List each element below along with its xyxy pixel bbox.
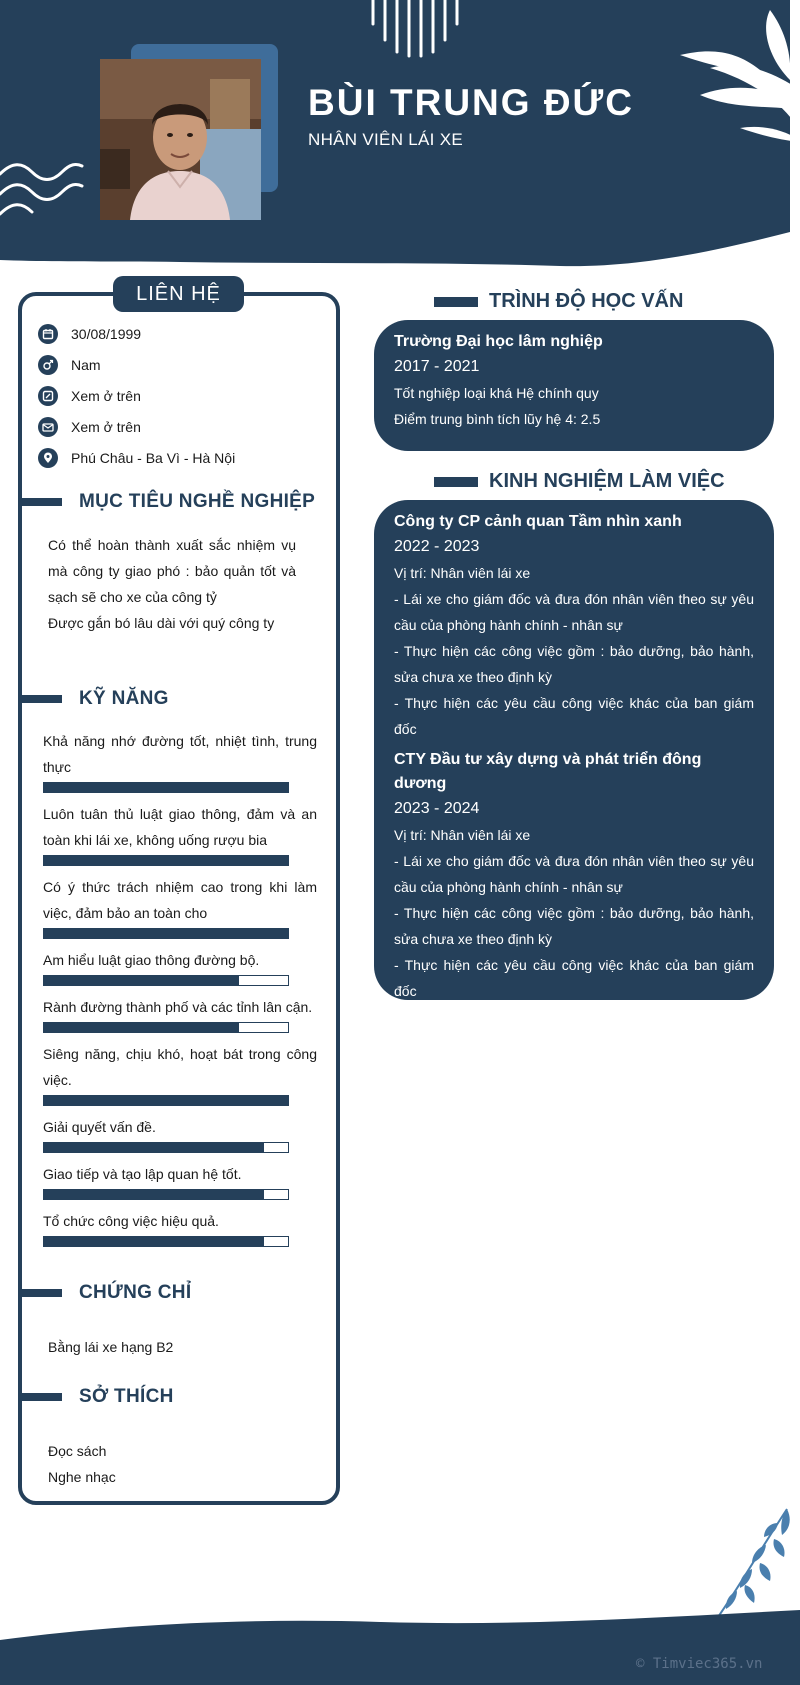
experience-detail: - Thực hiện các công việc gồm : bảo dưỡng, bảo hành, sửa chưa xe theo định kỳ bbox=[394, 905, 754, 947]
skill-bar bbox=[43, 1095, 289, 1106]
decorative-stripes bbox=[370, 0, 460, 60]
gender-text: Nam bbox=[71, 357, 101, 373]
candidate-name: BÙI TRUNG ĐỨC bbox=[308, 82, 634, 123]
education-detail: Tốt nghiệp loại khá Hệ chính quy bbox=[394, 385, 599, 401]
skill-label: Có ý thức trách nhiệm cao trong khi làm việc, đảm bảo an toàn cho bbox=[43, 879, 317, 921]
skill-bar-fill bbox=[44, 856, 288, 865]
skill-bar bbox=[43, 1236, 289, 1247]
certificate-item: Bằng lái xe hạng B2 bbox=[48, 1339, 174, 1355]
email-text: Xem ở trên bbox=[71, 419, 141, 435]
experience-heading bbox=[434, 470, 725, 493]
certificates-title: CHỨNG CHỈ bbox=[79, 1282, 192, 1303]
education-detail: Điểm trung bình tích lũy hệ 4: 2.5 bbox=[394, 411, 601, 427]
objective-heading bbox=[20, 491, 315, 513]
skill-item bbox=[43, 994, 317, 1033]
gender-icon bbox=[38, 355, 58, 375]
hobby-item: Nghe nhạc bbox=[48, 1469, 116, 1485]
experience-title: KINH NGHIỆM LÀM VIỆC bbox=[489, 470, 725, 492]
skill-label: Rành đường thành phố và các tỉnh lân cận. bbox=[43, 999, 313, 1015]
skill-label: Giải quyết vấn đề. bbox=[43, 1119, 156, 1135]
company-name: CTY Đầu tư xây dựng và phát triển đông dương bbox=[394, 751, 702, 792]
education-heading bbox=[434, 290, 683, 313]
experience-period: 2022 - 2023 bbox=[394, 538, 480, 555]
decorative-wave bbox=[0, 160, 85, 220]
location-pin-icon bbox=[38, 448, 58, 468]
avatar bbox=[100, 59, 261, 220]
skill-bar-fill bbox=[44, 783, 288, 792]
skill-label: Siêng năng, chịu khó, hoạt bát trong công việc. bbox=[43, 1046, 317, 1088]
skills-heading bbox=[20, 688, 169, 710]
education-title: TRÌNH ĐỘ HỌC VẤN bbox=[489, 290, 684, 312]
skill-item bbox=[43, 874, 317, 939]
skill-label: Tổ chức công việc hiệu quả. bbox=[43, 1213, 219, 1229]
skill-label: Khả năng nhớ đường tốt, nhiệt tình, trung thực bbox=[43, 733, 317, 775]
skill-label: Luôn tuân thủ luật giao thông, đảm và an toàn khi lái xe, không uống rượu bia bbox=[43, 806, 317, 848]
objective-title: MỤC TIÊU NGHỀ NGHIỆP bbox=[79, 491, 316, 512]
experience-detail: Vị trí: Nhân viên lái xe bbox=[394, 565, 531, 581]
education-period: 2017 - 2021 bbox=[394, 358, 480, 375]
education-entry bbox=[394, 330, 754, 432]
skill-bar-fill bbox=[44, 1237, 264, 1246]
contact-heading: LIÊN HỆ bbox=[113, 276, 244, 312]
skill-item bbox=[43, 947, 317, 986]
skill-bar bbox=[43, 1189, 289, 1200]
hobbies-heading bbox=[20, 1386, 174, 1408]
decorative-leaf-icon bbox=[640, 10, 800, 150]
skill-bar bbox=[43, 855, 289, 866]
objective-text bbox=[48, 532, 296, 636]
experience-detail: - Lái xe cho giám đốc và đưa đón nhân viên theo sự yêu cầu của phòng hành chính - nhân sự bbox=[394, 853, 754, 895]
skill-bar bbox=[43, 928, 289, 939]
heading-bar bbox=[434, 477, 478, 487]
skill-bar-fill bbox=[44, 976, 239, 985]
heading-bar bbox=[20, 1393, 62, 1401]
experience-entry bbox=[394, 748, 754, 1004]
calendar-icon bbox=[38, 324, 58, 344]
email-icon bbox=[38, 417, 58, 437]
experience-detail: Vị trí: Nhân viên lái xe bbox=[394, 827, 531, 843]
heading-bar bbox=[20, 1289, 62, 1297]
skill-item bbox=[43, 1161, 317, 1200]
job-title: NHÂN VIÊN LÁI XE bbox=[308, 130, 464, 149]
skills-title: KỸ NĂNG bbox=[79, 688, 169, 709]
phone-text: Xem ở trên bbox=[71, 388, 141, 404]
certificates-heading bbox=[20, 1282, 191, 1304]
experience-period: 2023 - 2024 bbox=[394, 800, 480, 817]
experience-detail: - Thực hiện các công việc gồm : bảo dưỡng, bảo hành, sửa chưa xe theo định kỳ bbox=[394, 643, 754, 685]
experience-detail: - Thực hiện các yêu cầu công việc khác của ban giám đốc bbox=[394, 695, 754, 737]
contact-phone bbox=[38, 385, 141, 407]
experience-detail: - Thực hiện các yêu cầu công việc khác của ban giám đốc bbox=[394, 957, 754, 999]
contact-gender bbox=[38, 354, 101, 376]
skill-item bbox=[43, 1114, 317, 1153]
skill-item bbox=[43, 1208, 317, 1247]
skill-bar bbox=[43, 1022, 289, 1033]
decorative-branch-icon bbox=[712, 1505, 792, 1620]
hobbies-title: SỞ THÍCH bbox=[79, 1386, 174, 1407]
hobby-item: Đọc sách bbox=[48, 1443, 107, 1459]
skill-bar bbox=[43, 975, 289, 986]
experience-detail: - Lái xe cho giám đốc và đưa đón nhân viên theo sự yêu cầu của phòng hành chính - nhân sự bbox=[394, 591, 754, 633]
contact-email bbox=[38, 416, 141, 438]
certificates-list bbox=[48, 1334, 296, 1360]
skill-label: Am hiểu luật giao thông đường bộ. bbox=[43, 952, 260, 968]
skill-bar bbox=[43, 1142, 289, 1153]
skill-bar bbox=[43, 782, 289, 793]
footer-background bbox=[0, 1610, 800, 1685]
birthdate-text: 30/08/1999 bbox=[71, 326, 142, 342]
contact-birthdate bbox=[38, 323, 141, 345]
objective-line: Có thể hoàn thành xuất sắc nhiệm vụ mà công ty giao phó : bảo quản tốt và sạch sẽ cho xe của công tỷ bbox=[48, 537, 296, 605]
skill-bar-fill bbox=[44, 1190, 264, 1199]
skill-item bbox=[43, 1041, 317, 1106]
watermark: © Timviec365.vn bbox=[636, 1656, 763, 1672]
skill-label: Giao tiếp và tạo lập quan hệ tốt. bbox=[43, 1166, 242, 1182]
experience-entry bbox=[394, 510, 754, 742]
skill-bar-fill bbox=[44, 1096, 288, 1105]
phone-icon bbox=[38, 386, 58, 406]
heading-bar bbox=[434, 297, 478, 307]
heading-bar bbox=[20, 498, 62, 506]
education-card bbox=[374, 320, 774, 451]
objective-line: Được gắn bó lâu dài với quý công ty bbox=[48, 615, 275, 631]
skill-item bbox=[43, 801, 317, 866]
skill-bar-fill bbox=[44, 929, 288, 938]
contact-address bbox=[38, 447, 235, 469]
skill-item bbox=[43, 728, 317, 793]
school-name: Trường Đại học lâm nghiệp bbox=[394, 333, 603, 350]
skill-bar-fill bbox=[44, 1023, 239, 1032]
address-text: Phú Châu - Ba Vì - Hà Nội bbox=[71, 450, 236, 466]
hobbies-list bbox=[48, 1438, 296, 1490]
experience-card bbox=[374, 500, 774, 1000]
skill-bar-fill bbox=[44, 1143, 264, 1152]
heading-bar bbox=[20, 695, 62, 703]
company-name: Công ty CP cảnh quan Tầm nhìn xanh bbox=[394, 513, 682, 530]
